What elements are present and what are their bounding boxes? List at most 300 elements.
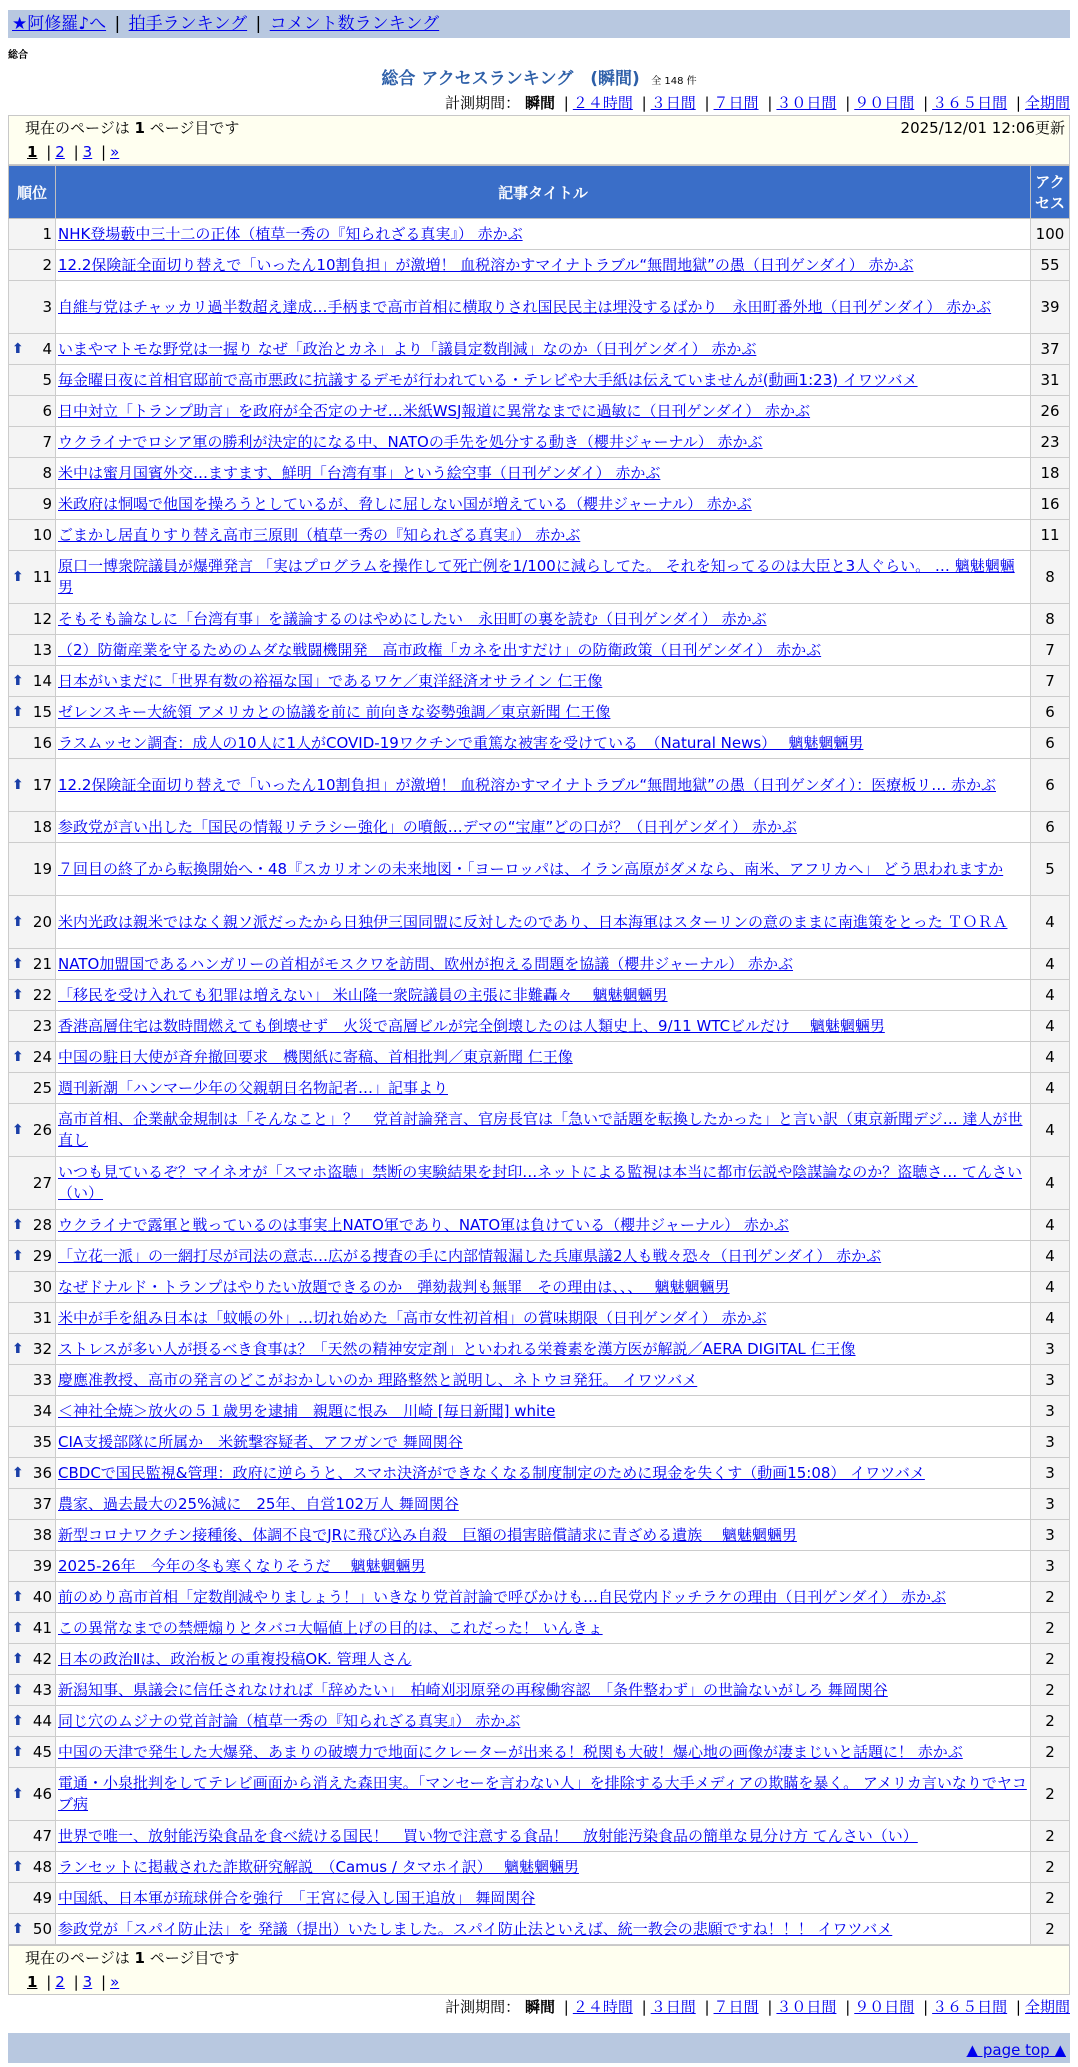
article-link[interactable]: いまやマトモな野党は一握り なぜ「政治とカネ」より「議員定数削減」なのか（日刊ゲンダイ） 赤かぶ [58,339,757,358]
rank-cell [9,604,56,635]
rank-number: 4 [42,340,52,358]
table-row [9,1073,1070,1104]
table-row [9,1852,1070,1883]
rank-cell [9,949,56,980]
rank-number: 42 [32,1650,52,1668]
table-row [9,281,1070,334]
pager-bottom: 現在のページは 1 ページ目です 1 | 2 | 3 | » [8,1945,1070,1995]
article-link[interactable]: 米政府は恫喝で他国を操ろうとしているが、脅しに屈しない国が増えている（櫻井ジャーナル） 赤かぶ [58,494,752,513]
period-selector-bottom: 計測期間： 瞬間 | ２４時間 | ３日間 | ７日間 | ３０日間 | ９０日間 | ３６５日間 | 全期間 [445,1998,1070,2016]
title-cell [56,1157,1031,1210]
rank-up-arrow-icon: ⬆ [12,1744,24,1760]
title-cell [56,334,1031,365]
rank-cell [9,697,56,728]
access-count: 2 [1031,1644,1070,1675]
rank-number: 8 [42,464,52,482]
period-option[interactable]: ７日間 [713,1998,759,2016]
title-cell [56,1396,1031,1427]
rank-number: 31 [32,1309,52,1327]
title-cell [56,1303,1031,1334]
rank-number: 32 [32,1340,52,1358]
rank-cell [9,1675,56,1706]
rank-up-arrow-icon: ⬆ [12,569,24,585]
article-link[interactable]: 日本の政治Ⅱは、政治板との重複投稿OK. 管理人さん [58,1649,412,1668]
access-count: 4 [1031,1241,1070,1272]
period-option[interactable]: ３６５日間 [932,1998,1008,2016]
rank-number: 9 [42,495,52,513]
page-status: 現在のページは 1 ページ目です [25,119,240,137]
title-cell [56,1210,1031,1241]
access-count: 7 [1031,666,1070,697]
table-row [9,1396,1070,1427]
page-top-link[interactable]: ▲ page top ▲ [966,2041,1066,2059]
title-cell [56,1852,1031,1883]
table-row [9,458,1070,489]
rank-cell [9,365,56,396]
article-link[interactable]: そもそも論なしに「台湾有事」を議論するのはやめにしたい 永田町の裏を読む（日刊ゲンダイ） 赤かぶ [58,609,767,628]
article-link[interactable]: ランセットに掲載された詐欺研究解説 （Camus / タマホイ訳） 魑魅魍魎男 [58,1857,579,1876]
table-row [9,1011,1070,1042]
article-link[interactable]: 12.2保険証全面切り替えで「いったん10割負担」が激増！ 血税溶かすマイナトラブル“無間地獄”の愚（日刊ゲンダイ）：医療板リ… 赤かぶ [58,775,996,794]
table-row [9,1821,1070,1852]
table-row [9,1458,1070,1489]
page-link[interactable]: 2 [55,1973,65,1991]
article-link[interactable]: 新潟知事、県議会に信任されなければ「辞めたい」 柏崎刈羽原発の再稼働容認 「条件整わず」の世論ないがしろ 舞岡関谷 [58,1680,888,1699]
rank-number: 50 [32,1920,52,1938]
rank-up-arrow-icon: ⬆ [12,1248,24,1264]
table-row [9,1706,1070,1737]
rank-number: 36 [32,1464,52,1482]
rank-cell [9,281,56,334]
title-cell [56,1914,1031,1945]
table-row [9,896,1070,949]
rank-cell [9,1073,56,1104]
rank-number: 20 [32,913,52,931]
rank-up-arrow-icon: ⬆ [12,1786,24,1802]
access-count: 4 [1031,1073,1070,1104]
access-count: 4 [1031,1104,1070,1157]
rank-number: 25 [32,1079,52,1097]
rank-cell [9,666,56,697]
rank-number: 46 [32,1785,52,1803]
rank-number: 13 [32,641,52,659]
title-cell [56,1613,1031,1644]
table-row [9,635,1070,666]
next-page-link[interactable]: » [110,143,120,161]
article-link[interactable]: 参政党が「スパイ防止法」を 発議（提出）いたしました。スパイ防止法といえば、統一教会の悲願ですね！！！ イワツバメ [58,1919,893,1938]
rank-cell [9,219,56,250]
access-count: 6 [1031,697,1070,728]
access-count: 2 [1031,1613,1070,1644]
rank-cell [9,1706,56,1737]
rank-cell [9,1427,56,1458]
article-link[interactable]: CIA支援部隊に所属か 米銃撃容疑者、アフガンで 舞岡関谷 [58,1432,463,1451]
title-cell [56,1520,1031,1551]
access-count: 37 [1031,334,1070,365]
rank-cell [9,1241,56,1272]
rank-cell [9,812,56,843]
access-count: 18 [1031,458,1070,489]
table-row [9,551,1070,604]
article-link[interactable]: 農家、過去最大の25%減に 25年、自営102万人 舞岡関谷 [58,1494,459,1513]
rank-number: 29 [32,1247,52,1265]
rank-number: 14 [32,672,52,690]
rank-up-arrow-icon: ⬆ [12,341,24,357]
period-selector-top: 計測期間： 瞬間 | ２４時間 | ３日間 | ７日間 | ３０日間 | ９０日間 | ３６５日間 | 全期間 [445,94,1070,112]
rank-number: 41 [32,1619,52,1637]
rank-up-arrow-icon: ⬆ [12,956,24,972]
rank-cell [9,1520,56,1551]
article-link[interactable]: 「立花一派」の一網打尽が司法の意志…広がる捜査の手に内部情報漏した兵庫県議2人も戦々恐々（日刊ゲンダイ） 赤かぶ [58,1246,882,1265]
article-link[interactable]: 高市首相、企業献金規制は「そんなこと」？ 党首討論発言、官房長官は「急いで話題を転換したかった」と言い訳（東京新聞デジ… 達人が世直し [58,1110,1023,1149]
period-label: 計測期間： [445,94,521,112]
article-link[interactable]: 米内光政は親米ではなく親ソ派だったから日独伊三国同盟に反対したのであり、日本海軍はスターリンの意のままに南進策をとった ＴＯＲＡ [58,912,1008,931]
article-link[interactable]: 2025-26年 今年の冬も寒くなりそうだ 魑魅魍魎男 [58,1556,426,1575]
nav-link-comment-ranking[interactable]: コメント数ランキング [269,14,440,34]
table-row [9,1241,1070,1272]
period-current: 瞬間 [524,94,555,112]
rank-cell [9,980,56,1011]
access-count: 2 [1031,1582,1070,1613]
title-cell [56,1706,1031,1737]
rank-cell [9,1852,56,1883]
title-cell [56,1011,1031,1042]
table-row [9,1157,1070,1210]
table-row [9,427,1070,458]
period-option[interactable]: ３０日間 [776,94,837,112]
top-nav [8,10,1070,38]
rank-cell [9,427,56,458]
ranking-table [8,165,1070,1945]
access-count: 4 [1031,980,1070,1011]
article-link[interactable]: 毎金曜日夜に首相官邸前で高市悪政に抗議するデモが行われている・テレビや大手紙は伝えていませんが(動画1:23) イワツバメ [58,370,918,389]
access-count: 55 [1031,250,1070,281]
article-link[interactable]: 新型コロナワクチン接種後、体調不良でJRに飛び込み自殺 巨額の損害賠償請求に青ざめる遺族 魑魅魍魎男 [58,1525,797,1544]
access-count: 2 [1031,1852,1070,1883]
rank-cell [9,1396,56,1427]
title-cell [56,896,1031,949]
rank-number: 15 [32,703,52,721]
rank-number: 28 [32,1216,52,1234]
table-row [9,1644,1070,1675]
rank-number: 22 [32,986,52,1004]
article-link[interactable]: ゼレンスキー大統領 アメリカとの協議を前に 前向きな姿勢強調／東京新聞 仁王像 [58,702,611,721]
access-count: 2 [1031,1706,1070,1737]
access-count: 100 [1031,219,1070,250]
table-row [9,1613,1070,1644]
nav-link-ashura[interactable]: ★阿修羅♪へ [12,14,107,34]
access-count: 4 [1031,896,1070,949]
updated-timestamp: 2025/12/01 12:06更新 [900,119,1065,137]
article-link[interactable]: 同じ穴のムジナの党首討論（植草一秀の『知られざる真実』） 赤かぶ [58,1711,521,1730]
access-count: 31 [1031,365,1070,396]
access-count: 11 [1031,520,1070,551]
title-cell [56,812,1031,843]
access-count: 7 [1031,635,1070,666]
rank-cell [9,396,56,427]
header-access: アクセス [1031,166,1070,219]
access-count: 39 [1031,281,1070,334]
rank-number: 1 [42,225,52,243]
access-count: 23 [1031,427,1070,458]
title-cell [56,635,1031,666]
article-link[interactable]: 電通・小泉批判をしてテレビ画面から消えた森田実。「マンセーを言わない人」を排除する大手メディアの欺瞞を暴く。 アメリカ言いなりでヤコブ病 [58,1774,1027,1813]
table-row [9,843,1070,896]
title-cell [56,458,1031,489]
rank-number: 23 [32,1017,52,1035]
rank-number: 38 [32,1526,52,1544]
article-link[interactable]: なぜドナルド・トランプはやりたい放題できるのか 弾劾裁判も無罪 その理由は、、、 魑魅魍魎男 [58,1277,730,1296]
table-row [9,1365,1070,1396]
article-link[interactable]: 12.2保険証全面切り替えで「いったん10割負担」が激増！ 血税溶かすマイナトラブル“無間地獄”の愚（日刊ゲンダイ） 赤かぶ [58,255,914,274]
table-row [9,250,1070,281]
rank-number: 18 [32,818,52,836]
rank-cell [9,1582,56,1613]
access-count: 4 [1031,1157,1070,1210]
rank-cell [9,334,56,365]
table-row [9,728,1070,759]
rank-up-arrow-icon: ⬆ [12,704,24,720]
title-cell [56,281,1031,334]
article-link[interactable]: CBDCで国民監視&管理：政府に逆らうと、スマホ決済ができなくなる制度制定のために現金を失くす（動画15:08） イワツバメ [58,1463,925,1482]
rank-number: 24 [32,1048,52,1066]
access-count: 5 [1031,843,1070,896]
rank-up-arrow-icon: ⬆ [12,1122,24,1138]
rank-up-arrow-icon: ⬆ [12,1859,24,1875]
title-cell [56,1042,1031,1073]
title-cell [56,1551,1031,1582]
article-link[interactable]: いつも見ているぞ？マイネオが「スマホ盗聴」禁断の実験結果を封印…ネットによる監視は本当に都市伝説や陰謀論なのか？盗聴さ… てんさい（い） [58,1163,1023,1202]
period-option[interactable]: ９０日間 [854,1998,915,2016]
access-count: 4 [1031,1210,1070,1241]
article-link[interactable]: 前のめり高市首相「定数削減やりましょう！」いきなり党首討論で呼びかけも…自民党内ドッチラケの理由（日刊ゲンダイ） 赤かぶ [58,1587,946,1606]
table-row [9,1914,1070,1945]
access-count: 6 [1031,728,1070,759]
article-link[interactable]: 原口一博衆院議員が爆弾発言 「実はプログラムを操作して死亡例を1/100に減らしてた。 それを知ってるのは大臣と3人ぐらい。 … 魑魅魍魎男 [58,557,1015,596]
title-cell [56,1365,1031,1396]
period-current: 瞬間 [524,1998,555,2016]
access-count: 4 [1031,1011,1070,1042]
table-row [9,1520,1070,1551]
table-row [9,1272,1070,1303]
title-cell [56,489,1031,520]
period-option[interactable]: ７日間 [713,94,759,112]
table-row [9,1104,1070,1157]
rank-cell [9,1821,56,1852]
article-link[interactable]: NATO加盟国であるハンガリーの首相がモスクワを訪問、欧州が抱える問題を協議（櫻井ジャーナル） 赤かぶ [58,954,794,973]
rank-cell [9,551,56,604]
table-row [9,520,1070,551]
period-option[interactable]: ３日間 [650,1998,696,2016]
article-link[interactable]: 香港高層住宅は数時間燃えても倒壊せず 火災で高層ビルが完全倒壊したのは人類史上、9/11 WTCビルだけ 魑魅魍魎男 [58,1016,885,1035]
table-row [9,365,1070,396]
article-link[interactable]: 米中が手を組み日本は「蚊帳の外」…切れ始めた「高市女性初首相」の賞味期限（日刊ゲンダイ） 赤かぶ [58,1308,767,1327]
rank-cell [9,1011,56,1042]
title-cell [56,1272,1031,1303]
table-row [9,812,1070,843]
table-header-row [9,166,1070,219]
period-option[interactable]: ３日間 [650,94,696,112]
rank-number: 12 [32,610,52,628]
article-link[interactable]: 日本がいまだに「世界有数の裕福な国」であるワケ／東洋経済オサライン 仁王像 [58,671,603,690]
nav-link-clap-ranking[interactable]: 拍手ランキング [128,14,248,34]
article-link[interactable]: ＜神社全焼＞放火の５１歳男を逮捕 親題に恨み 川崎 [毎日新聞] white [58,1401,556,1420]
rank-cell [9,759,56,812]
rank-number: 5 [42,371,52,389]
title-cell [56,396,1031,427]
title-cell [56,427,1031,458]
access-count: 4 [1031,1272,1070,1303]
article-link[interactable]: 自維与党はチャッカリ過半数超え達成…手柄まで高市首相に横取りされ国民民主は埋没するばかり 永田町番外地（日刊ゲンダイ） 赤かぶ [58,297,992,316]
rank-up-arrow-icon: ⬆ [12,1620,24,1636]
rank-number: 6 [42,402,52,420]
table-row [9,697,1070,728]
page-link[interactable]: 3 [82,1973,93,1991]
title-cell [56,1737,1031,1768]
table-row [9,1883,1070,1914]
rank-cell [9,896,56,949]
rank-number: 35 [32,1433,52,1451]
next-page-link[interactable]: » [110,1973,120,1991]
table-row [9,1675,1070,1706]
rank-cell [9,520,56,551]
article-link[interactable]: ７回目の終了から転換開始へ・48『スカリオンの未来地図・「ヨーロッパは、イラン高原がダメなら、南米、アフリカへ」 どう思われますか [58,859,1004,878]
table-row [9,334,1070,365]
article-link[interactable]: 慶應准教授、高市の発言のどこがおかしいのか 理路整然と説明し、ネトウヨ発狂。 イワツバメ [58,1370,698,1389]
title-cell [56,1675,1031,1706]
access-count: 8 [1031,604,1070,635]
article-link[interactable]: ウクライナでロシア軍の勝利が決定的になる中、NATOの手先を処分する動き（櫻井ジャーナル） 赤かぶ [58,432,763,451]
table-row [9,1334,1070,1365]
title-cell [56,1883,1031,1914]
period-option[interactable]: 全期間 [1024,1998,1070,2016]
section-label: 総合 [8,50,28,61]
rank-number: 49 [32,1889,52,1907]
bottom-bar [8,2033,1070,2063]
rank-number: 19 [32,860,52,878]
access-count: 2 [1031,1675,1070,1706]
page-title: 総合 アクセスランキング (瞬間) [381,69,640,89]
page-link[interactable]: 3 [82,143,93,161]
access-count: 8 [1031,551,1070,604]
rank-cell [9,1334,56,1365]
access-count: 3 [1031,1551,1070,1582]
access-count: 3 [1031,1427,1070,1458]
access-count: 3 [1031,1489,1070,1520]
table-row [9,396,1070,427]
article-link[interactable]: 中国紙、日本軍が琉球併合を強行 「王宮に侵入し国王追放」 舞岡関谷 [58,1888,536,1907]
access-count: 4 [1031,1042,1070,1073]
article-link[interactable]: ごまかし居直りすり替え高市三原則（植草一秀の『知られざる真実』） 赤かぶ [58,525,581,544]
rank-number: 30 [32,1278,52,1296]
article-link[interactable]: 参政党が言い出した「国民の情報リテラシー強化」の噴飯…デマの“宝庫”どの口が？（日刊ゲンダイ） 赤かぶ [58,817,797,836]
table-row [9,1768,1070,1821]
access-count: 4 [1031,949,1070,980]
rank-number: 34 [32,1402,52,1420]
rank-number: 40 [32,1588,52,1606]
rank-number: 43 [32,1681,52,1699]
rank-up-arrow-icon: ⬆ [12,1341,24,1357]
rank-cell [9,1883,56,1914]
title-cell [56,1104,1031,1157]
rank-number: 44 [32,1712,52,1730]
title-cell [56,1821,1031,1852]
table-row [9,1210,1070,1241]
access-count: 2 [1031,1883,1070,1914]
rank-number: 48 [32,1858,52,1876]
title-cell [56,1489,1031,1520]
rank-cell [9,1365,56,1396]
article-link[interactable]: （2）防衛産業を守るためのムダな戦闘機開発 高市政権「カネを出すだけ」の防衛政策（日刊ゲンダイ） 赤かぶ [58,640,822,659]
table-row [9,604,1070,635]
table-row [9,759,1070,812]
article-link[interactable]: NHK登場藪中三十二の正体（植草一秀の『知られざる真実』） 赤かぶ [58,224,523,243]
period-option[interactable]: 全期間 [1024,94,1070,112]
page-link[interactable]: 2 [55,143,65,161]
title-cell [56,219,1031,250]
article-link[interactable]: ウクライナで露軍と戦っているのは事実上NATO軍であり、NATO軍は負けている（櫻井ジャーナル） 赤かぶ [58,1215,789,1234]
rank-number: 3 [42,298,52,316]
article-link[interactable]: 中国の天津で発生した大爆発、あまりの破壊力で地面にクレーターが出来る！税関も大破！爆心地の画像が凄まじいと話題に！ 赤かぶ [58,1742,963,1761]
page-current: 1 [27,143,38,161]
title-cell [56,1768,1031,1821]
article-link[interactable]: 世界で唯一、放射能汚染食品を食べ続ける国民！ 買い物で注意する食品！ 放射能汚染食品の簡単な見分け方 てんさい（い） [58,1826,918,1845]
period-option[interactable]: ９０日間 [854,94,915,112]
ranking-table-body [9,219,1070,1945]
table-row [9,1737,1070,1768]
rank-number: 21 [32,955,52,973]
rank-cell [9,1489,56,1520]
period-option[interactable]: ３６５日間 [932,94,1008,112]
access-count: 2 [1031,1821,1070,1852]
period-option[interactable]: ３０日間 [776,1998,837,2016]
rank-cell [9,1272,56,1303]
article-link[interactable]: 日中対立「トランプ助言」を政府が全否定のナゼ…米紙WSJ報道に異常なまでに過敏に（日刊ゲンダイ） 赤かぶ [58,401,811,420]
article-link[interactable]: 「移民を受け入れても犯罪は増えない」 米山隆一衆院議員の主張に非難轟々 魑魅魍魎男 [58,985,668,1004]
access-count: 3 [1031,1334,1070,1365]
access-count: 3 [1031,1520,1070,1551]
header-rank: 順位 [9,166,56,219]
rank-number: 47 [32,1827,52,1845]
access-count: 4 [1031,1303,1070,1334]
period-option[interactable]: ２４時間 [572,1998,633,2016]
rank-number: 45 [32,1743,52,1761]
article-link[interactable]: ストレスが多い人が摂るべき食事は？「天然の精神安定剤」といわれる栄養素を漢方医が解説／AERA DIGITAL 仁王像 [58,1339,856,1358]
rank-cell [9,250,56,281]
title-cell [56,980,1031,1011]
rank-up-arrow-icon: ⬆ [12,1465,24,1481]
article-link[interactable]: この異常なまでの禁煙煽りとタバコ大幅値上げの目的は、これだった！ いんきょ [58,1618,603,1637]
title-cell [56,949,1031,980]
table-row [9,949,1070,980]
title-cell [56,1073,1031,1104]
period-option[interactable]: ２４時間 [572,94,633,112]
title-cell [56,1458,1031,1489]
rank-up-arrow-icon: ⬆ [12,1921,24,1937]
title-cell [56,843,1031,896]
ranking-title-bar [0,67,1078,91]
rank-cell [9,489,56,520]
article-link[interactable]: 米中は蜜月国賓外交…ますます、鮮明「台湾有事」という絵空事（日刊ゲンダイ） 赤かぶ [58,463,661,482]
rank-cell [9,728,56,759]
article-link[interactable]: 週刊新潮「ハンマー少年の父親朝日名物記者…」記事より [58,1078,449,1097]
article-link[interactable]: ラスムッセン調査：成人の10人に1人がCOVID-19ワクチンで重篤な被害を受けている （Natural News） 魑魅魍魎男 [58,733,864,752]
rank-up-arrow-icon: ⬆ [12,987,24,1003]
article-link[interactable]: 中国の駐日大使が斉弁撤回要求 機関紙に寄稿、首相批判／東京新聞 仁王像 [58,1047,573,1066]
rank-number: 7 [42,433,52,451]
rank-number: 11 [32,568,52,586]
page-status-current: 1 [134,119,145,137]
